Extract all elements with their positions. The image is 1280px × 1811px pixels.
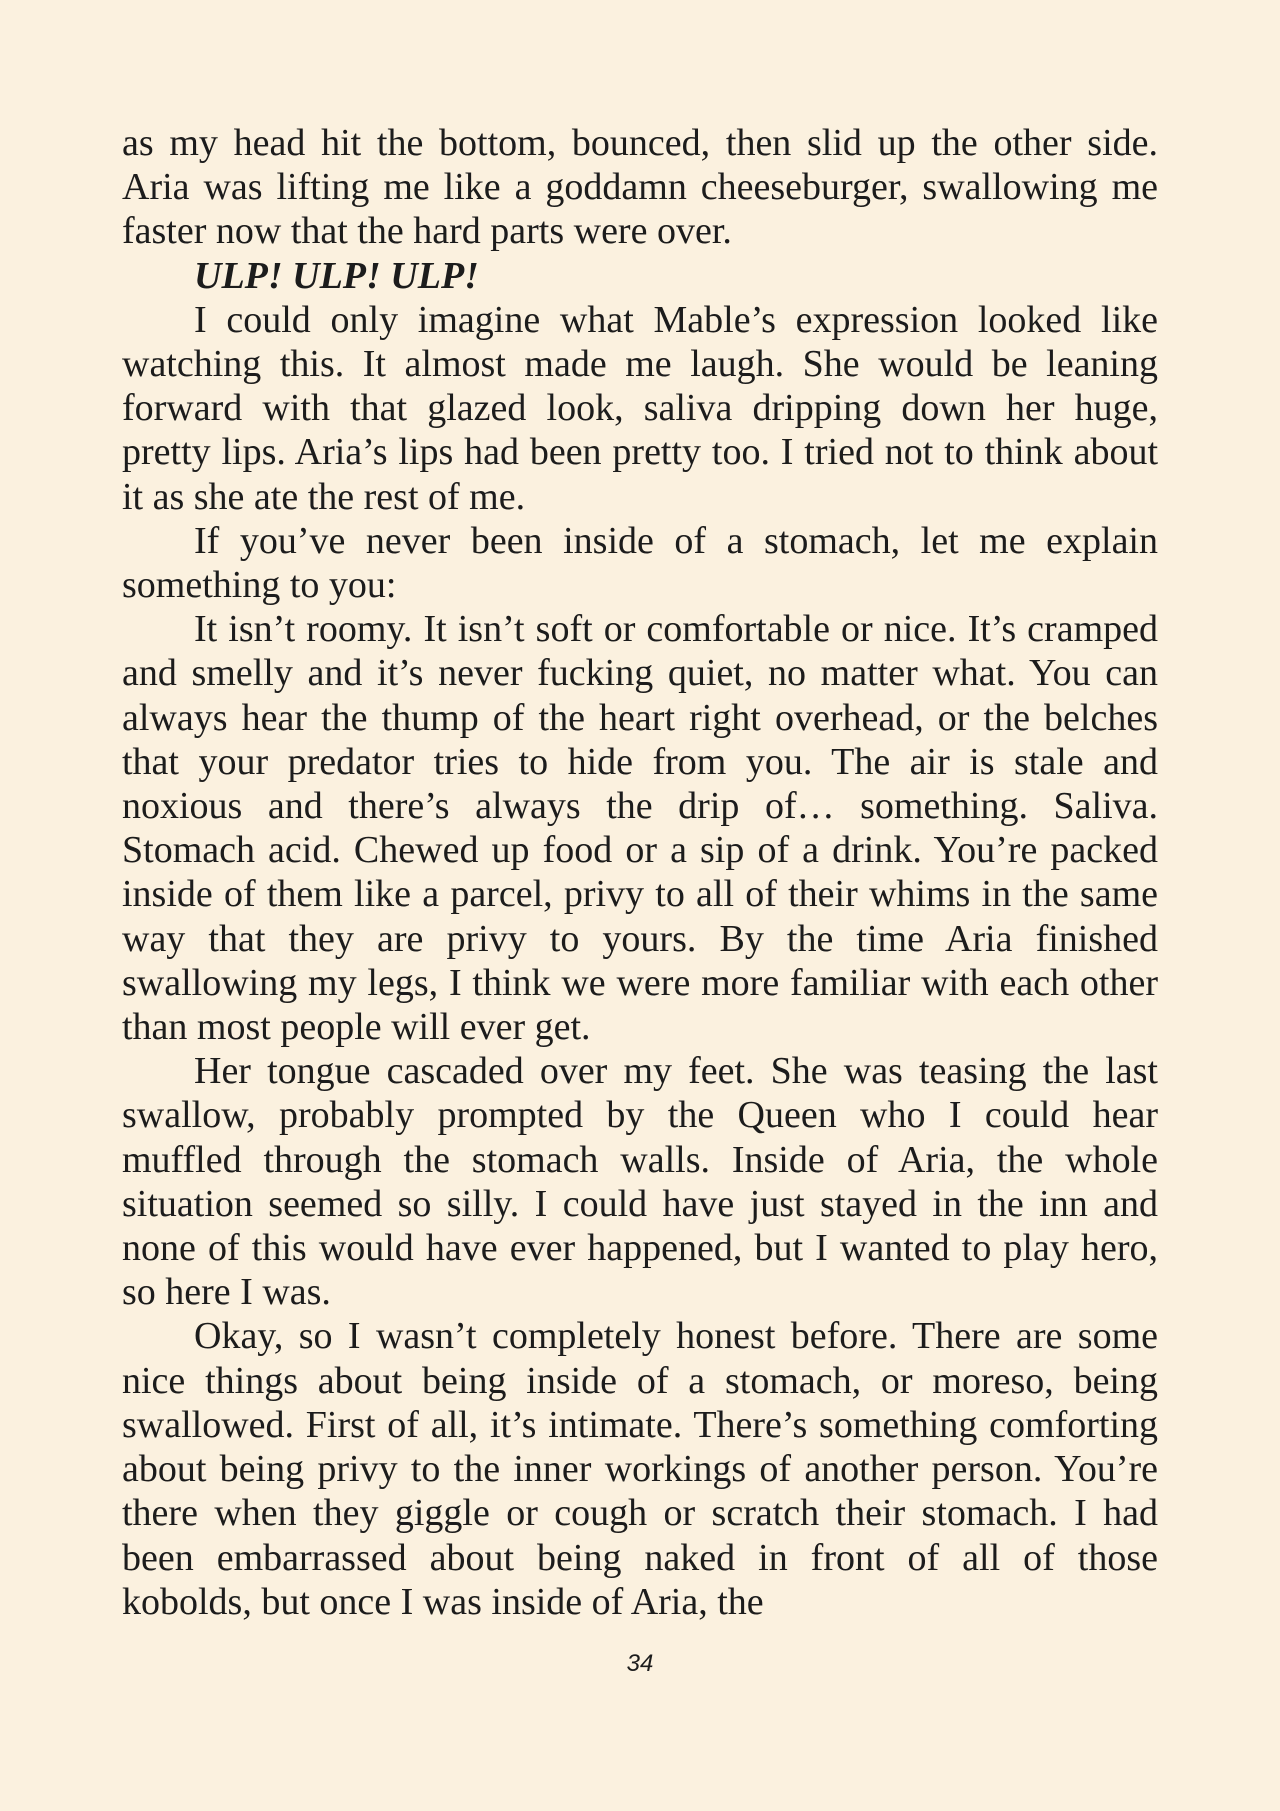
paragraph-6: Her tongue cascaded over my feet. She was teasing the last swallow, probably prompted by the Queen who I could hear muffled through the stomach walls. Inside of Aria, the whole situation seemed so silly. I could have just stayed in the inn and none of this would have ever happened, but I wanted to play hero, so here I was. bbox=[122, 1050, 1158, 1314]
paragraph-3: I could only imagine what Mable’s expression looked like watching this. It almost made me laugh. She would be leaning forward with that glazed look, saliva dripping down her huge, pretty lips. Aria’s lips had been pretty too. I tried not to think about it as she ate the rest of me. bbox=[122, 298, 1158, 518]
paragraph-4: If you’ve never been inside of a stomach, let me explain something to you: bbox=[122, 519, 1158, 607]
paragraph-1: as my head hit the bottom, bounced, then slid up the other side. Aria was lifting me like a goddamn cheeseburger, swallowing me faster now that the hard parts were over. bbox=[122, 122, 1158, 253]
body-text bbox=[122, 121, 1158, 1624]
page-number: 34 bbox=[626, 1650, 654, 1677]
paragraph-sound-effect: ULP! ULP! ULP! bbox=[194, 254, 479, 297]
paragraph-5: It isn’t roomy. It isn’t soft or comfortable or nice. It’s cramped and smelly and it’s never fucking quiet, no matter what. You can always hear the thump of the heart right overhead, or the belches that your predator tries to hide from you. The air is stale and noxious and there’s always the drip of… something. Saliva. Stomach acid. Chewed up food or a sip of a drink. You’re packed inside of them like a parcel, privy to all of their whims in the same way that they are privy to yours. By the time Aria finished swallowing my legs, I think we were more familiar with each other than most people will ever get. bbox=[122, 608, 1158, 1049]
paragraph-7: Okay, so I wasn’t completely honest before. There are some nice things about being inside of a stomach, or moreso, being swallowed. First of all, it’s intimate. There’s something comforting about being privy to the inner workings of another person. You’re there when they giggle or cough or scratch their stomach. I had been embarrassed about being naked in front of all of those kobolds, but once I was inside of Aria, the bbox=[122, 1315, 1158, 1623]
